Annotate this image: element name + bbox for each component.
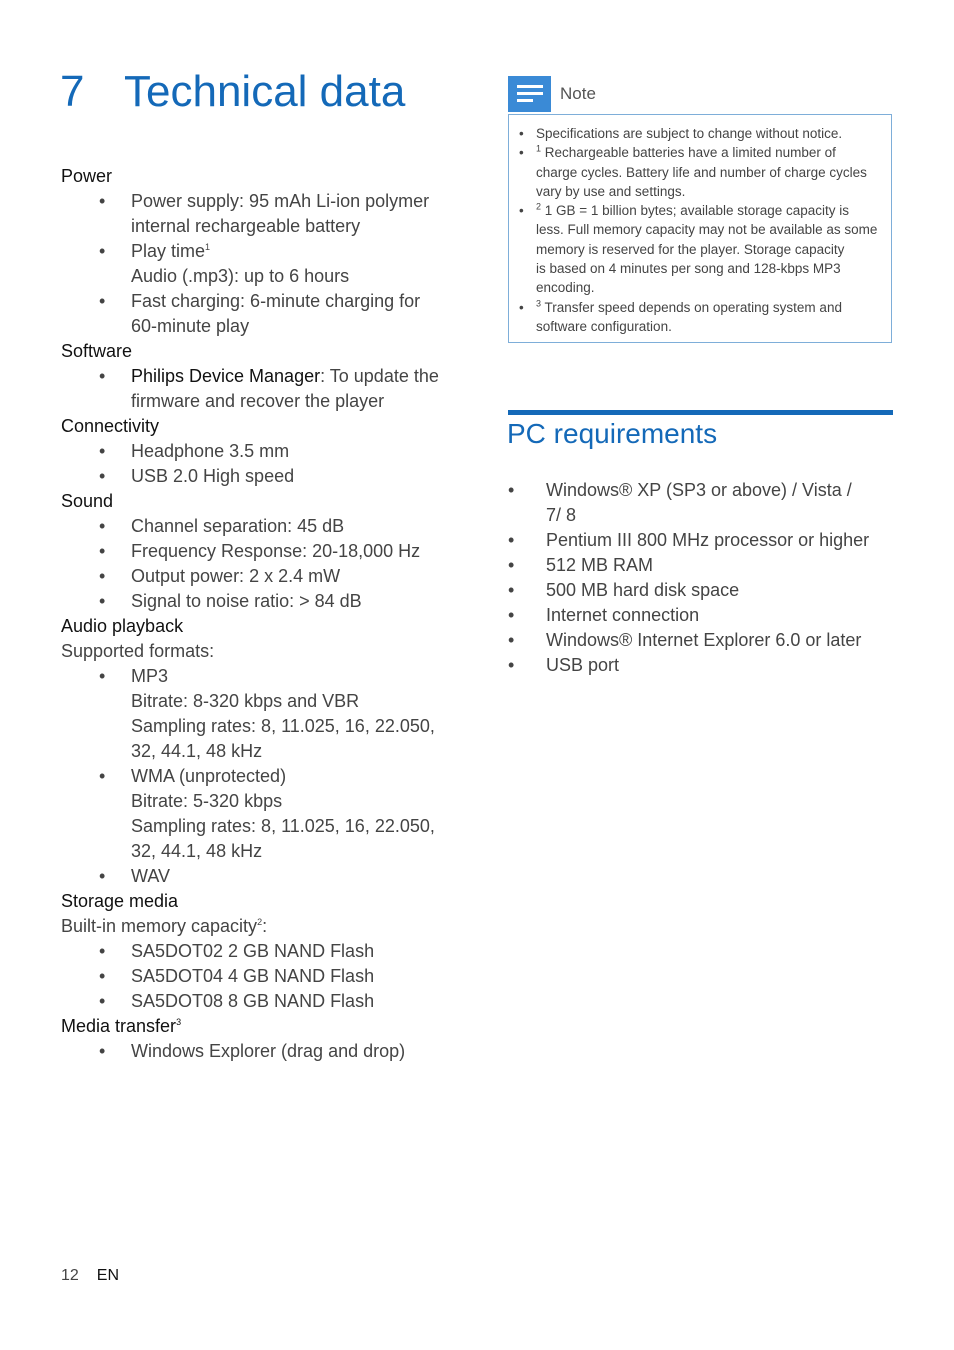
philips-device-manager-label: Philips Device Manager (131, 366, 321, 386)
bullet: • (99, 291, 106, 311)
bullet: • (99, 1041, 106, 1061)
bullet: • (519, 126, 524, 141)
footnote-marker: 3 (536, 298, 542, 309)
list-item: • Channel separation: 45 dB (61, 514, 461, 539)
note-item: • $^1$ Rechargeable batteries have a limited number of charge cycles. Battery life and number of charge cycles vary by use and settings. (519, 143, 867, 199)
bullet: • (519, 145, 524, 161)
bullet: • (99, 366, 106, 386)
bullet: • (99, 666, 106, 686)
audio-playback-heading: Audio playback (61, 616, 184, 636)
list-item: • WMA (unprotected) Bitrate: 5-320 kbps Sampling rates: 8, 11.025, 16, 22.050, 32, 44.1, 48 kHz (99, 766, 435, 861)
power-heading: Power (61, 166, 113, 186)
pc-requirements-heading: PC requirements (507, 418, 718, 449)
bullet: • (508, 555, 515, 575)
list-item: • SA5DOT08 8 GB NAND Flash (61, 989, 461, 1014)
list-item: • 500 MB hard disk space (508, 578, 888, 603)
bullet: • (99, 966, 106, 986)
connectivity-heading: Connectivity (61, 416, 160, 436)
bullet: • (508, 580, 515, 600)
list-item: • Power supply: 95 mAh Li-ion polymer internal rechargeable battery (99, 191, 430, 236)
list-item: • Output power: 2 x 2.4 mW (61, 564, 461, 589)
chapter-title-text: Technical data (124, 67, 406, 116)
language-code: EN (96, 1267, 120, 1284)
note-box (508, 114, 892, 343)
list-item: • Pentium III 800 MHz processor or higher (508, 528, 888, 553)
list-item: • SA5DOT04 4 GB NAND Flash (61, 964, 461, 989)
bullet: • (508, 655, 515, 675)
bullet: • (99, 541, 106, 561)
footnote-ref: 3 (176, 1017, 182, 1027)
pc-requirements-list (508, 478, 888, 678)
list-item: • Headphone 3.5 mm (61, 439, 461, 464)
section-rule (508, 410, 893, 415)
page-footer (61, 1267, 119, 1285)
storage-media-heading: Storage media (61, 891, 179, 911)
bullet: • (508, 530, 515, 550)
bullet: • (508, 630, 515, 650)
bullet: • (99, 941, 106, 961)
chapter-title (60, 62, 405, 122)
bullet: • (99, 441, 106, 461)
bullet: • (99, 991, 106, 1011)
bullet: • (99, 466, 106, 486)
bullet: • (99, 766, 106, 786)
bullet: • (99, 866, 106, 886)
list-item: • Play time$^1$ Audio (.mp3): up to 6 hours (99, 241, 350, 286)
list-item: • Windows® XP (SP3 or above) / Vista / 7/ 8 (508, 480, 852, 525)
list-item: • Internet connection (508, 603, 888, 628)
list-item: • USB port (508, 653, 888, 678)
list-item: • 512 MB RAM (508, 553, 888, 578)
bullet: • (519, 203, 524, 219)
list-item: • Philips Device Manager: To update the firmware and recover the player (99, 366, 439, 411)
note-icon (508, 76, 551, 112)
note-item: • Specifications are subject to change without notice. (519, 124, 889, 143)
list-item: • Windows Explorer (drag and drop) (61, 1039, 461, 1064)
software-heading: Software (61, 341, 133, 361)
footnote-marker: 1 (536, 143, 542, 154)
note-item: • $^2$ 1 GB = 1 billion bytes; available storage capacity is less. Full memory capacity may not be available as some memory is reserved for the player. Storage capacity is based on 4 minutes per song and 128-kbps MP3 encoding. (519, 201, 878, 296)
media-transfer-heading: Media transfer$^3$ (61, 1016, 182, 1036)
list-item: • Fast charging: 6-minute charging for 60-minute play (99, 291, 421, 336)
list-item: • Signal to noise ratio: > 84 dB (61, 589, 461, 614)
bullet: • (508, 605, 515, 625)
bullet: • (99, 191, 106, 211)
bullet: • (519, 299, 524, 315)
footnote-ref: 1 (205, 242, 211, 252)
memory-capacity-label: Built-in memory capacity$^2$: (61, 916, 268, 936)
note-item: • $^3$ Transfer speed depends on operating system and software configuration. (519, 298, 842, 334)
list-item: • USB 2.0 High speed (61, 464, 461, 489)
list-item: • WAV (61, 864, 461, 889)
technical-data-column (61, 164, 461, 1064)
chapter-number: 7 (60, 67, 85, 116)
bullet: • (99, 591, 106, 611)
list-item: • SA5DOT02 2 GB NAND Flash (61, 939, 461, 964)
bullet: • (99, 516, 106, 536)
page-number: 12 (61, 1267, 79, 1284)
bullet: • (99, 241, 106, 261)
list-item: • MP3 Bitrate: 8-320 kbps and VBR Sampling rates: 8, 11.025, 16, 22.050, 32, 44.1, 48 kHz (99, 666, 435, 761)
bullet: • (508, 480, 515, 500)
list-item: • Frequency Response: 20-18,000 Hz (61, 539, 461, 564)
footnote-marker: 2 (536, 201, 542, 212)
note-title: Note (560, 84, 596, 103)
bullet: • (99, 566, 106, 586)
list-item: • Windows® Internet Explorer 6.0 or later (508, 628, 888, 653)
footnote-ref: 2 (257, 917, 263, 927)
sound-heading: Sound (61, 491, 114, 511)
supported-formats-label: Supported formats: (61, 641, 215, 661)
